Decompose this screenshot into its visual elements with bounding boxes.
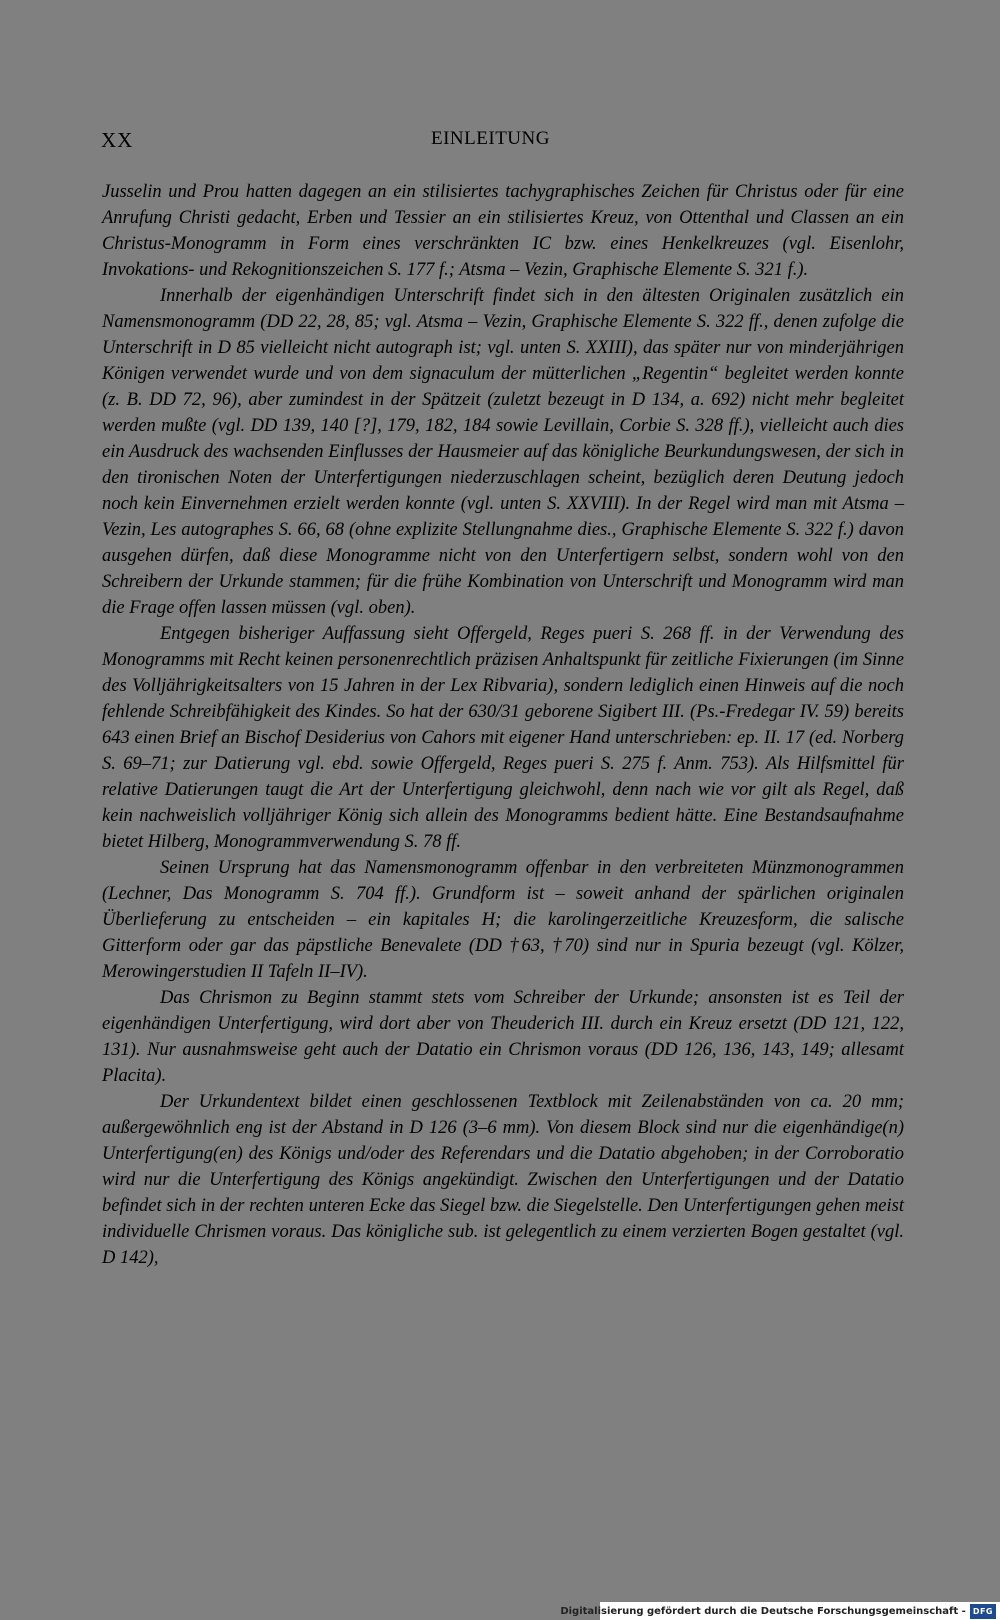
paragraph-1: Jusselin und Prou hatten dagegen an ein stilisiertes tachygraphisches Zeichen für Christus oder für eine Anrufung Christi gedacht, Erben und Tessier an ein stilisiertes Kreuz, von Ottenthal und Classen an ein Christus-Monogramm in Form eines verschränkten IC bzw. eines Henkelkreuzes (vgl. Eisenlohr, Invokations- und Rekognitionszeichen S. 177 f.; Atsma – Vezin, Graphische Elemente S. 321 f.). (102, 182, 904, 280)
paragraph-3: Entgegen bisheriger Auffassung sieht Offergeld, Reges pueri S. 268 ff. in der Verwendung des Monogramms mit Recht keinen personenrechtlich präzisen Anhaltspunkt für zeitliche Fixierungen (im Sinne des Volljährigkeitsalters von 15 Jahren in der Lex Ribvaria), sondern lediglich einen Hinweis auf die noch fehlende Schreibfähigkeit des Kindes. So hat der 630/31 geborene Sigibert III. (Ps.-Fredegar IV. 59) bereits 643 einen Brief an Bischof Desiderius von Cahors mit eigener Hand unterschrieben: ep. II. 17 (ed. Norberg S. 69–71; zur Datierung vgl. ebd. sowie Offergeld, Reges pueri S. 275 f. Anm. 753). Als Hilfsmittel für relative Datierungen taugt die Art der Unterfertigung gleichwohl, denn nach wie vor gilt als Regel, daß kein nachweislich volljähriger König sich allein des Monogramms bedient hätte. Eine Bestandsaufnahme bietet Hilberg, Monogrammverwendung S. 78 ff. (102, 624, 904, 852)
dfg-logo-icon: DFG (970, 1604, 996, 1619)
page-number: XX (101, 128, 134, 152)
footer-text: Digitalisierung gefördert durch die Deutsche Forschungsgemeinschaft - (560, 1605, 966, 1617)
dfg-footer (560, 1602, 1000, 1620)
body-text (102, 179, 904, 1271)
paragraph-4: Seinen Ursprung hat das Namensmonogramm offenbar in den verbreiteten Münzmonogrammen (Lechner, Das Monogramm S. 704 ff.). Grundform ist – soweit anhand der spärlichen originalen Überlieferung zu entscheiden – ein kapitales H; die karolingerzeitliche Kreuzesform, die salische Gitterform oder gar das päpstliche Benevalete (DD †63, †70) sind nur in Spuria bezeugt (vgl. Kölzer, Merowingerstudien II Tafeln II–IV). (102, 858, 904, 982)
paragraph-2: Innerhalb der eigenhändigen Unterschrift findet sich in den ältesten Originalen zusätzlich ein Namensmonogramm (DD 22, 28, 85; vgl. Atsma – Vezin, Graphische Elemente S. 322 ff., denen zufolge die Unterschrift in D 85 vielleicht nicht autograph ist; vgl. unten S. XXIII), das später nur von minderjährigen Königen verwendet wurde und von dem signaculum der mütterlichen „Regentin“ begleitet werden konnte (z. B. DD 72, 96), aber zumindest in der Spätzeit (zuletzt bezeugt in D 134, a. 692) nicht mehr begleitet werden mußte (vgl. DD 139, 140 [?], 179, 182, 184 sowie Levillain, Corbie S. 328 ff.), vielleicht auch dies ein Ausdruck des wachsenden Einflusses der Hausmeier auf das königliche Beurkundungswesen, der sich in den tironischen Noten der Unterfertigungen niederzuschlagen scheint, bezüglich deren Deutung jedoch noch kein Einvernehmen erzielt werden konnte (vgl. unten S. XXVIII). In der Regel wird man mit Atsma – Vezin, Les autographes S. 66, 68 (ohne explizite Stellungnahme dies., Graphische Elemente S. 322 f.) davon ausgehen dürfen, daß diese Monogramme nicht von den Unterfertigern selbst, sondern wohl von den Schreibern der Urkunde stammen; für die frühe Kombination von Unterschrift und Monogramm wird man die Frage offen lassen müssen (vgl. oben). (102, 286, 904, 618)
page-header (101, 128, 901, 158)
running-head: EINLEITUNG (431, 128, 550, 149)
paragraph-5: Das Chrismon zu Beginn stammt stets vom Schreiber der Urkunde; ansonsten ist es Teil der eigenhändigen Unterfertigung, wird dort aber von Theuderich III. durch ein Kreuz ersetzt (DD 121, 122, 131). Nur ausnahmsweise geht auch der Datatio ein Chrismon voraus (DD 126, 136, 143, 149; allesamt Placita). (102, 988, 904, 1086)
paragraph-6: Der Urkundentext bildet einen geschlossenen Textblock mit Zeilenabständen von ca. 20 mm; außergewöhnlich eng ist der Abstand in D 126 (3–6 mm). Von diesem Block sind nur die eigenhändige(n) Unterfertigung(en) des Königs und/oder des Referendars und die Datatio abgehoben; in der Corroboratio wird nur die Unterfertigung des Königs angekündigt. Zwischen den Unterfertigungen und der Datatio befindet sich in der rechten unteren Ecke das Siegel bzw. die Siegelstelle. Den Unterfertigungen gehen meist individuelle Chrismen voraus. Das königliche sub. ist gelegentlich zu einem verzierten Bogen gestaltet (vgl. D 142), (102, 1092, 904, 1268)
